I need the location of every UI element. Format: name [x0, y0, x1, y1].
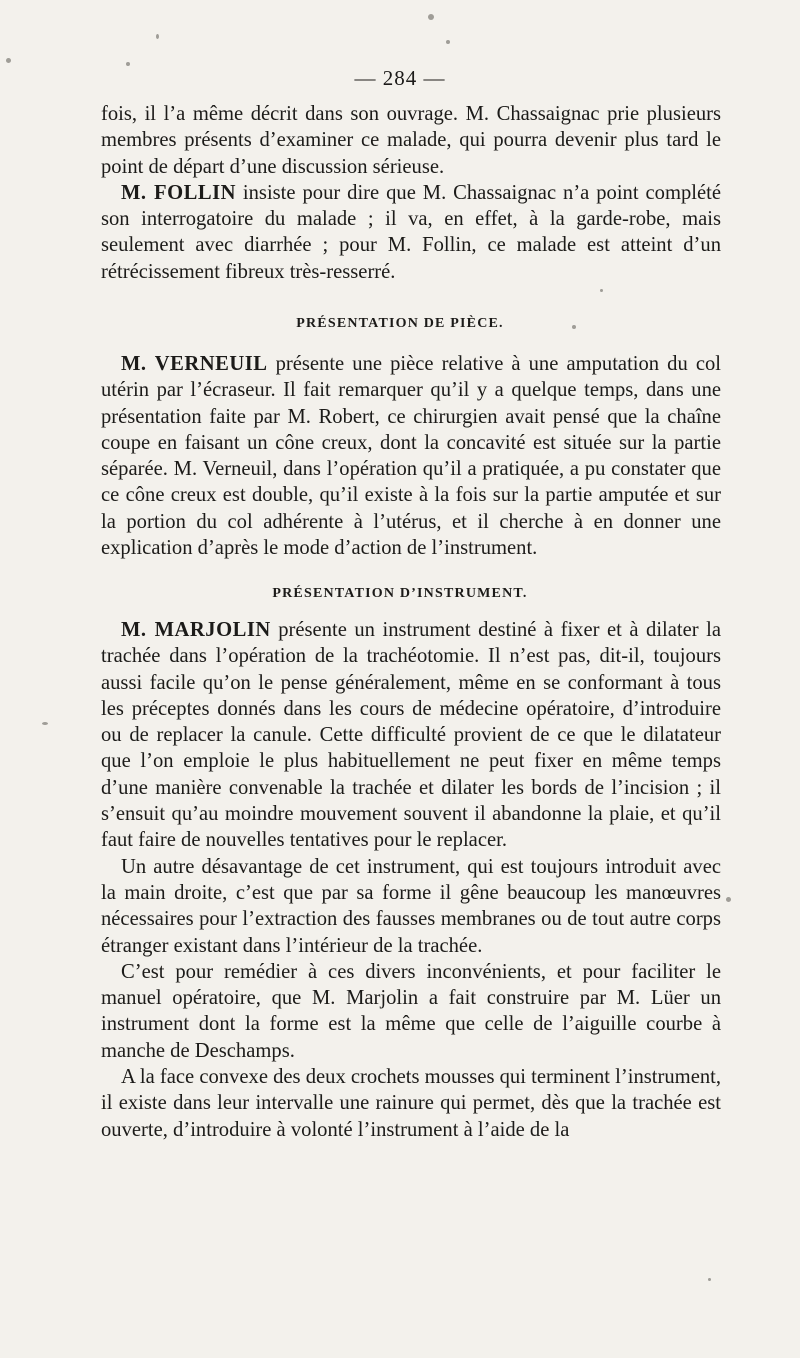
speaker-name: M. VERNEUIL: [121, 353, 268, 375]
section-heading-piece: PRÉSENTATION DE PIÈCE.: [296, 316, 504, 331]
paragraph-text: présente une pièce relative à une amputation du col utérin par l’écraseur. Il fait remarquer qu’il y a quelque temps, dans une présentation faite par M. Robert, ce chirurgien avait pensé que la chaîne coupe en faisant un cône creux, dont la concavité est située sur la partie séparée. M. Verneuil, dans l’opération qu’il a pratiquée, a pu constater que ce cône creux est double, qu’il existe à la fois sur la partie amputée et sur la portion du col adhérente à l’utérus, et il cherche à en donner une explication d’après le mode d’action de l’instrument.: [101, 353, 722, 560]
scan-speck: [572, 325, 576, 329]
paragraph-chassaignac: fois, il l’a même décrit dans son ouvrage. M. Chassaignac prie plusieurs membres présents d’examiner ce malade, qui pourra devenir plus tard le point de départ d’une discussion sérieuse.: [101, 103, 721, 178]
scan-speck: [428, 14, 434, 20]
paragraph-text: insiste pour dire que M. Chassaignac n’a point complété son interrogatoire du malade ; il va, en effet, à la garde-robe, mais seulement avec diarrhée ; pour M. Follin, ce malade est atteint d’un rétrécissement fibreux très-resserré.: [101, 181, 721, 283]
scan-speck: [446, 40, 450, 44]
speaker-name: M. MARJOLIN: [121, 619, 271, 641]
scan-speck: [156, 34, 159, 39]
scan-speck: [6, 58, 11, 63]
scan-speck: [600, 289, 603, 292]
text-block-verneuil: [101, 351, 721, 561]
paragraph-text: présente un instrument destiné à fixer et à dilater la trachée dans l’opération de la trachéotomie. Il n’est pas, dit-il, toujours aussi facile qu’on le pense généralement, même en se conformant à tous les préceptes donnés dans les cours de médecine opératoire, d’introduire ou de replacer la canule. Cette difficulté provient de ce que le dilatateur que l’on emploie le plus habituellement ne peut fixer en même temps d’une manière convenable la trachée et dilater les bords de l’incision ; il s’ensuit qu’au moindre mouvement souvent il abandonne la plaie, et qu’il faut faire de nouvelles tentatives pour le replacer.: [101, 619, 721, 852]
paragraph-marjolin: [101, 617, 721, 854]
text-block-intro: [101, 101, 721, 285]
page-number: — 284 —: [354, 66, 446, 90]
scan-speck: [708, 1278, 711, 1281]
paragraph-remedy: C’est pour remédier à ces divers inconvénients, et pour faciliter le manuel opératoire, que M. Marjolin a fait construire par M. Lüer un instrument dont la forme est la même que celle de l’aiguille courbe à manche de Deschamps.: [101, 960, 721, 1062]
paragraph-verneuil: [101, 351, 721, 561]
scan-speck: [126, 62, 130, 66]
scan-speck: [726, 897, 731, 902]
section-heading-instrument: PRÉSENTATION D’INSTRUMENT.: [272, 586, 528, 601]
paragraph-disadvantage: Un autre désavantage de cet instrument, qui est toujours introduit avec la main droite, c’est que par sa forme il gêne beaucoup les manœuvres nécessaires pour l’extraction des fausses membranes ou de tout autre corps étranger existant dans l’intérieur de la trachée.: [101, 855, 721, 957]
text-block-marjolin: [101, 617, 721, 1143]
speaker-name: M. FOLLIN: [121, 181, 236, 204]
paragraph-convex-face: A la face convexe des deux crochets mousses qui terminent l’instrument, il existe dans leur intervalle une rainure qui permet, dès que la trachée est ouverte, d’introduire à volonté l’instrument à l’aide de la: [101, 1066, 721, 1141]
scan-speck: [42, 722, 48, 725]
paragraph-follin: [101, 180, 721, 285]
